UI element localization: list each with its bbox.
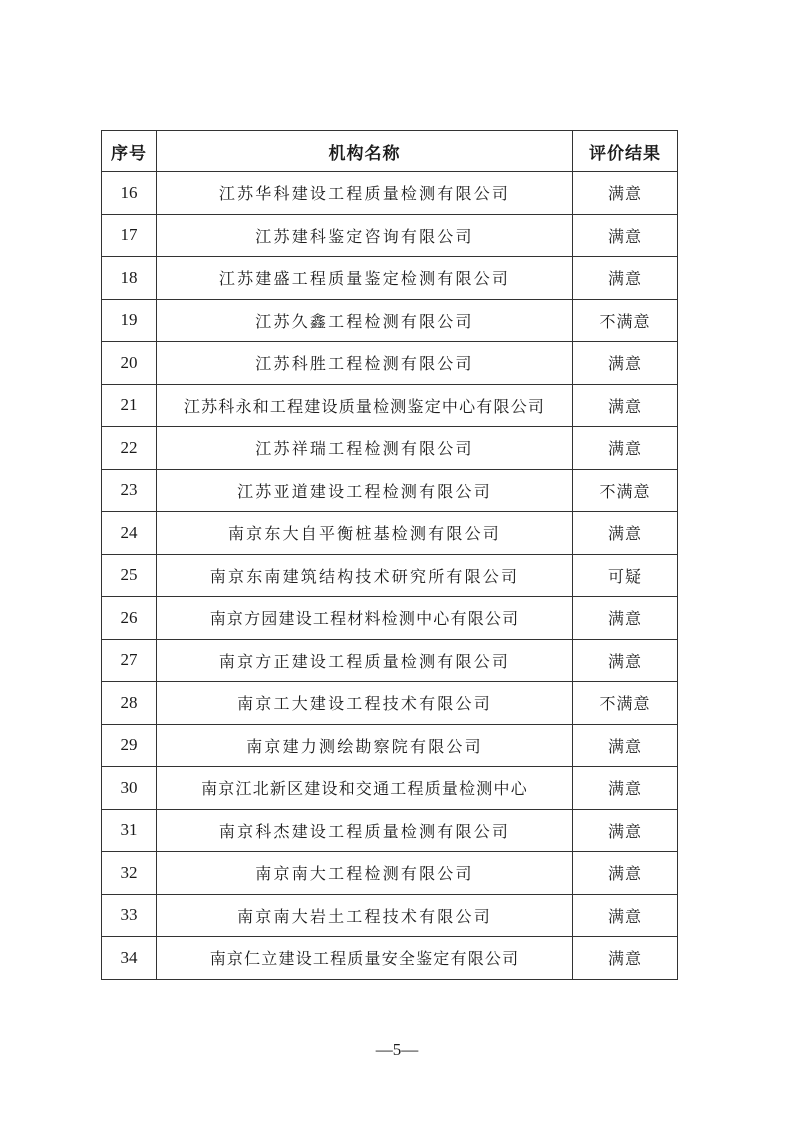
institution-name: 江苏亚道建设工程检测有限公司 [157, 469, 573, 512]
row-index: 29 [102, 724, 157, 767]
table-row [102, 852, 678, 895]
institution-name: 江苏建盛工程质量鉴定检测有限公司 [157, 257, 573, 300]
evaluation-result: 可疑 [573, 554, 678, 597]
table-row [102, 809, 678, 852]
row-index: 21 [102, 384, 157, 427]
evaluation-result: 不满意 [573, 469, 678, 512]
table-row [102, 554, 678, 597]
evaluation-result: 满意 [573, 852, 678, 895]
row-index: 24 [102, 512, 157, 555]
institution-name: 南京东南建筑结构技术研究所有限公司 [157, 554, 573, 597]
evaluation-result: 满意 [573, 597, 678, 640]
institution-name: 南京建力测绘勘察院有限公司 [157, 724, 573, 767]
table-row [102, 724, 678, 767]
institution-name: 江苏祥瑞工程检测有限公司 [157, 427, 573, 470]
table-body [102, 172, 678, 980]
evaluation-result: 满意 [573, 214, 678, 257]
table-row [102, 214, 678, 257]
row-index: 16 [102, 172, 157, 215]
institution-name: 南京仁立建设工程质量安全鉴定有限公司 [157, 937, 573, 980]
table-row [102, 427, 678, 470]
evaluation-result: 满意 [573, 767, 678, 810]
institution-name: 南京南大工程检测有限公司 [157, 852, 573, 895]
table-row [102, 597, 678, 640]
institution-name: 江苏久鑫工程检测有限公司 [157, 299, 573, 342]
evaluation-result: 满意 [573, 512, 678, 555]
row-index: 26 [102, 597, 157, 640]
table-row [102, 639, 678, 682]
institution-name: 南京方正建设工程质量检测有限公司 [157, 639, 573, 682]
row-index: 32 [102, 852, 157, 895]
table-row [102, 894, 678, 937]
table-row [102, 342, 678, 385]
row-index: 30 [102, 767, 157, 810]
institution-name: 南京东大自平衡桩基检测有限公司 [157, 512, 573, 555]
institution-name: 江苏建科鉴定咨询有限公司 [157, 214, 573, 257]
page-number: —5— [375, 1040, 419, 1059]
row-index: 18 [102, 257, 157, 300]
table-row [102, 937, 678, 980]
evaluation-result: 不满意 [573, 299, 678, 342]
institution-name: 南京方园建设工程材料检测中心有限公司 [157, 597, 573, 640]
evaluation-result: 满意 [573, 342, 678, 385]
evaluation-results-table [101, 130, 678, 980]
row-index: 22 [102, 427, 157, 470]
evaluation-result: 满意 [573, 894, 678, 937]
table-row [102, 257, 678, 300]
table-row [102, 172, 678, 215]
row-index: 19 [102, 299, 157, 342]
row-index: 27 [102, 639, 157, 682]
row-index: 17 [102, 214, 157, 257]
institution-name: 南京江北新区建设和交通工程质量检测中心 [157, 767, 573, 810]
institution-name: 江苏科永和工程建设质量检测鉴定中心有限公司 [157, 384, 573, 427]
evaluation-result: 满意 [573, 427, 678, 470]
institution-name: 南京南大岩土工程技术有限公司 [157, 894, 573, 937]
evaluation-result: 满意 [573, 809, 678, 852]
header-index: 序号 [102, 131, 157, 172]
evaluation-result: 不满意 [573, 682, 678, 725]
evaluation-result: 满意 [573, 384, 678, 427]
table-row [102, 682, 678, 725]
header-evaluation-result: 评价结果 [573, 131, 678, 172]
row-index: 33 [102, 894, 157, 937]
table-header-row [102, 131, 678, 172]
evaluation-result: 满意 [573, 257, 678, 300]
evaluation-result: 满意 [573, 172, 678, 215]
table-row [102, 384, 678, 427]
table-row [102, 299, 678, 342]
header-institution-name: 机构名称 [157, 131, 573, 172]
institution-name: 江苏华科建设工程质量检测有限公司 [157, 172, 573, 215]
evaluation-result: 满意 [573, 937, 678, 980]
table-row [102, 512, 678, 555]
row-index: 25 [102, 554, 157, 597]
table-row [102, 469, 678, 512]
evaluation-result: 满意 [573, 639, 678, 682]
row-index: 31 [102, 809, 157, 852]
row-index: 28 [102, 682, 157, 725]
institution-name: 江苏科胜工程检测有限公司 [157, 342, 573, 385]
row-index: 34 [102, 937, 157, 980]
row-index: 20 [102, 342, 157, 385]
institution-name: 南京科杰建设工程质量检测有限公司 [157, 809, 573, 852]
table-row [102, 767, 678, 810]
evaluation-result: 满意 [573, 724, 678, 767]
row-index: 23 [102, 469, 157, 512]
institution-name: 南京工大建设工程技术有限公司 [157, 682, 573, 725]
